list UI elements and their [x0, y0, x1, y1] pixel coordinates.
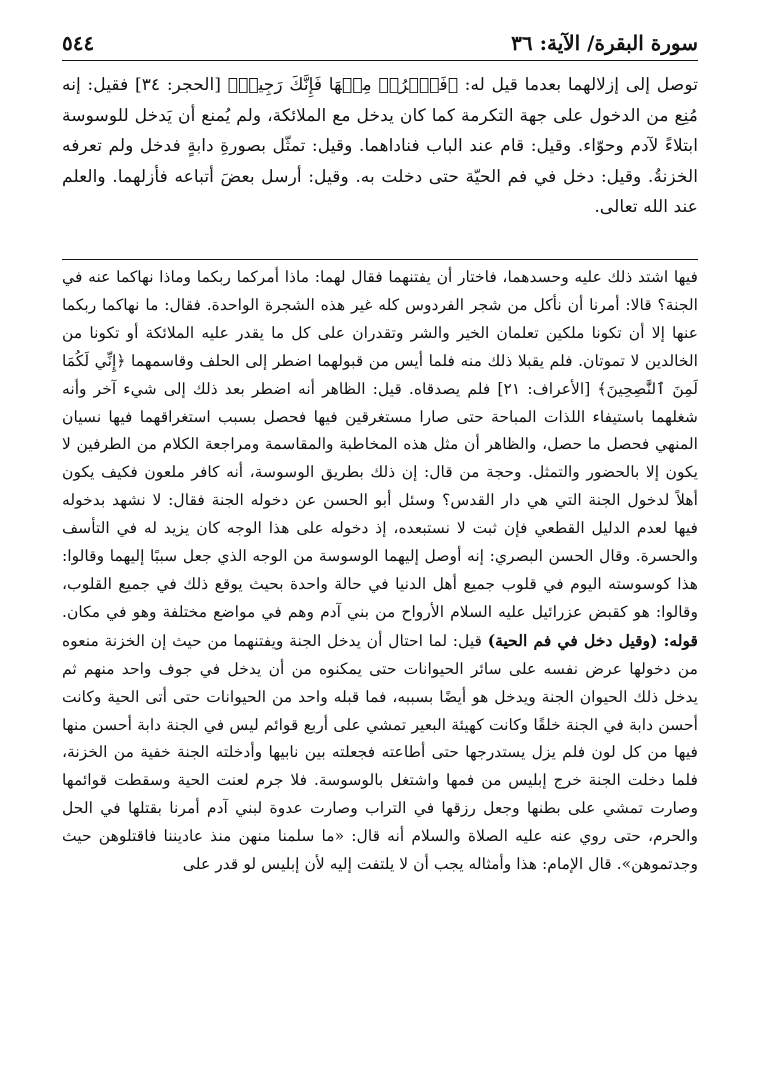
footnote-divider — [62, 259, 698, 260]
main-text — [62, 70, 698, 223]
commentary-text — [62, 264, 698, 879]
commentary-part-1: فيها اشتد ذلك عليه وحسدهما، فاختار أن يفتنهما فقال لهما: ماذا أمركما ربكما وماذا نهاكما عنه في الجنة؟ قالا: أمرنا أن نأكل من شجر الفردوس كله غير هذه الشجرة الواحدة. فقال: ما نهاكما ربكما عنها إلا أن تكونا ملكين تعلمان الخير والشر وتقدران على كل ما يقدر عليه الملائكة أو تكونا من الخالدين لا تموتان. فلم يقبلا ذلك منه فلما أيس من قبولهما اضطر إلى الحلف وقاسمهما — [62, 268, 698, 370]
commentary-paragraph — [62, 264, 698, 879]
commentary-part-3: قيل: لما احتال أن يدخل الجنة ويفتنهما من حيث إن الخزنة منعوه من دخولها عرض نفسه على سائر الحيوانات حتى يمكنوه من أن يدخل في جوف واحد منهم ثم يدخل ذلك الحيوان الجنة ويدخل هو أيضًا بسببه، فما قبله واحد من الحيوانات حتى أتى الحية وكانت أحسن دابة في الجنة خلقًا وكانت كهيئة البعير تمشي على أربع قوائم ليس في الجنة دابة أحسن منها فيها من كل لون فلم يزل يستدرجها حتى أطاعته فجعلته بين نابيها وأدخلته الجنة خفية من الخزنة، فلما دخلت الجنة خرج إبليس من فمها واشتغل بالوسوسة. فلا جرم لعنت الحية وسقطت قوائمها وصارت تمشي على بطنها وجعل رزقها في التراب وصارت عدوة لبني آدم أمرنا بقتلها في الحل والحرم، حتى روي عنه عليه الصلاة والسلام أنه قال: «ما سلمنا منهن منذ عاديننا فاقتلوهن حيث وجدتموهن». قال الإمام: هذا وأمثاله يجب أن لا يلتفت إليه لأن إبليس لو قدر على — [62, 631, 698, 874]
commentary-part-2: [الأعراف: ٢١] فلم يصدقاه. قيل: الظاهر أنه اضطر بعد ذلك إلى شيء آخر وأنه شغلهما باستيفاء اللذات المباحة حتى صارا مستغرقين فيها فحصل بسبب استغراقهما فيها نسيان المنهي فحصل ما حصل، والظاهر أن مثل هذه المخاطبة والمقاسمة ومراجعة الكلام من الطرفين لا يكون إلا بالحضور والتمثل. وحجة من قال: إن ذلك بطريق الوسوسة، أنه كافر ملعون فكيف يكون أهلاً لدخول الجنة التي هي دار القدس؟ وسئل أبو الحسن عن دخوله الجنة فقال: لا نشهد بدخوله فيها لعدم الدليل القطعي فإن ثبت لا نستبعده، إذ دخوله على هذا الوجه كان يزيد له في التأسف والحسرة. وقال الحسن البصري: إنه أوصل إليهما الوسوسة من الوجه الذي جعل سببًا إليهما وقالوا: هذا كوسوسته اليوم في قلوب جميع أهل الدنيا في حالة واحدة بحيث يوقع ذلك في جميع القلوب، وقالوا: هو كقبض عزرائيل عليه السلام الأرواح من بني آدم وهم في مواضع مختلفة وهو في مكان. — [62, 379, 698, 621]
header-rule — [62, 60, 698, 61]
page-number: ٥٤٤ — [62, 31, 95, 55]
page-header — [62, 28, 698, 58]
quran-verse-commentary: ﴿إِنِّي لَكُمَا لَمِنَ ٱلنَّٰصِحِينَ﴾ — [62, 351, 698, 398]
main-text-part-1: توصل إلى إزلالهما بعدما قيل له: — [458, 75, 698, 95]
commentary-heading: قوله: (وقيل دخل في فم الحية) — [487, 630, 698, 650]
main-text-part-2: [الحجر: ٣٤] فقيل: إنه مُنِع من الدخول على جهة التكرمة كما كان يدخل مع الملائكة، ولم يُمنع أن يَدخل للوسوسة ابتلاءً لآدم وحوّاء. وقيل: قام عند الباب فناداهما. وقيل: تمثّل بصورةِ دابةٍ فدخل ولم تعرفه الخزنةُ. وقيل: دخل في فم الحيّة حتى دخلت به. وقيل: أرسل بعضَ أتباعه فأزلهما. والعلم عند الله تعالى. — [62, 75, 698, 218]
surah-reference: سورة البقرة/ الآية: ٣٦ — [511, 31, 698, 55]
quran-verse: ﴿فَٱخۡرُجۡ مِنۡهَا فَإِنَّكَ رَجِيمٞ﴾ — [227, 75, 459, 95]
main-paragraph — [62, 70, 698, 223]
